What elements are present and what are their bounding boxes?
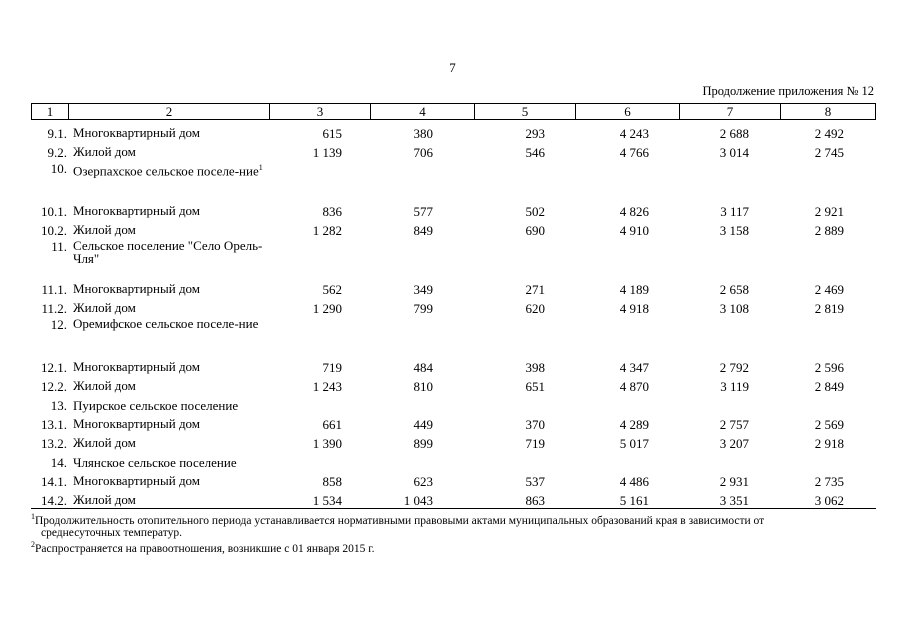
row-number: 9.2. [47, 145, 67, 160]
cell-col-5: 293 [525, 126, 545, 141]
cell-col-8: 2 921 [814, 204, 844, 219]
cell-col-8: 2 849 [814, 379, 844, 394]
table-row [31, 198, 876, 217]
cell-col-7: 3 117 [720, 204, 749, 219]
footnote-2-marker: 2 [31, 539, 35, 549]
cell-col-4: 484 [413, 360, 433, 375]
section-row [31, 314, 876, 354]
cell-col-6: 4 289 [619, 417, 649, 432]
row-name: Жилой дом [73, 435, 136, 450]
row-name: Жилой дом [73, 300, 136, 315]
row-name: Жилой дом [73, 144, 136, 159]
cell-col-5: 398 [525, 360, 545, 375]
cell-col-8: 2 569 [814, 417, 844, 432]
row-number: 11.1. [41, 282, 67, 297]
row-number: 13.1. [41, 417, 67, 432]
table-row [31, 354, 876, 373]
footnote-2 [31, 539, 876, 555]
cell-col-3: 1 390 [312, 436, 342, 451]
cell-col-7: 3 119 [720, 379, 749, 394]
cell-col-5: 863 [525, 493, 545, 508]
column-header-table [31, 103, 876, 120]
footnote-1-marker: 1 [31, 512, 35, 521]
cell-col-4: 706 [413, 145, 433, 160]
cell-col-3: 615 [322, 126, 342, 141]
footnote-1 [31, 511, 876, 539]
cell-col-4: 577 [413, 204, 433, 219]
cell-col-8: 2 596 [814, 360, 844, 375]
section-number: 11. [51, 239, 67, 254]
table-row [31, 411, 876, 430]
header-col-2: 2 [69, 104, 270, 120]
cell-col-8: 2 918 [814, 436, 844, 451]
footnotes [31, 508, 876, 555]
cell-col-6: 4 766 [619, 145, 649, 160]
cell-col-7: 2 792 [719, 360, 749, 375]
header-col-5: 5 [475, 104, 576, 120]
row-number: 14.2. [41, 493, 67, 508]
page-number: 7 [449, 60, 456, 75]
cell-col-5: 719 [525, 436, 545, 451]
cell-col-4: 623 [413, 474, 433, 489]
cell-col-5: 620 [525, 301, 545, 316]
row-number: 12.1. [41, 360, 67, 375]
cell-col-5: 502 [525, 204, 545, 219]
section-row [31, 158, 876, 198]
cell-col-7: 3 158 [719, 223, 749, 238]
section-number: 10. [50, 161, 67, 176]
table-row [31, 217, 876, 236]
row-name: Многоквартирный дом [73, 125, 201, 140]
cell-col-7: 2 688 [719, 126, 749, 141]
cell-col-6: 4 918 [619, 301, 649, 316]
cell-col-6: 5 017 [619, 436, 649, 451]
section-name: Члянское сельское поселение [73, 455, 237, 470]
row-number: 13.2. [41, 436, 67, 451]
footnote-2-text: Распространяется на правоотношения, возникшие с 01 января 2015 г. [35, 542, 375, 555]
section-name: Пуирское сельское поселение [73, 398, 239, 413]
row-name: Многоквартирный дом [73, 281, 201, 296]
cell-col-8: 2 889 [814, 223, 844, 238]
cell-col-6: 4 910 [619, 223, 649, 238]
cell-col-3: 661 [322, 417, 342, 432]
section-number: 12. [50, 317, 67, 332]
cell-col-3: 836 [322, 204, 342, 219]
cell-col-7: 3 108 [719, 301, 749, 316]
cell-col-3: 858 [322, 474, 342, 489]
table-row [31, 120, 876, 139]
row-number: 14.1. [41, 474, 67, 489]
cell-col-4: 349 [413, 282, 433, 297]
cell-col-6: 4 243 [619, 126, 649, 141]
cell-col-6: 4 870 [619, 379, 649, 394]
cell-col-8: 2 735 [814, 474, 844, 489]
cell-col-3: 1 243 [312, 379, 342, 394]
cell-col-4: 449 [413, 417, 433, 432]
table-row [31, 487, 876, 506]
header-col-6: 6 [576, 104, 680, 120]
table-row [31, 430, 876, 449]
row-number: 9.1. [47, 126, 67, 141]
header-col-4: 4 [371, 104, 475, 120]
row-number: 10.1. [41, 204, 67, 219]
cell-col-8: 3 062 [814, 493, 844, 508]
cell-col-6: 5 161 [619, 493, 649, 508]
cell-col-7: 2 658 [719, 282, 749, 297]
cell-col-5: 690 [525, 223, 545, 238]
row-name: Многоквартирный дом [73, 203, 201, 218]
section-name: Оремифское сельское поселе-ние [73, 316, 259, 331]
header-col-3: 3 [270, 104, 371, 120]
cell-col-4: 380 [413, 126, 433, 141]
section-number: 13. [50, 398, 67, 413]
footnote-1-line-2: среднесуточных температур. [41, 526, 182, 539]
table-row [31, 139, 876, 158]
row-name: Жилой дом [73, 378, 136, 393]
footnote-1-line-1: Продолжительность отопительного периода устанавливается нормативными правовыми актами муниципальных образований края в зависимости от [35, 514, 765, 527]
row-number: 11.2. [41, 301, 67, 316]
cell-col-7: 3 014 [719, 145, 749, 160]
cell-col-6: 4 189 [619, 282, 649, 297]
cell-col-3: 1 139 [312, 145, 342, 160]
cell-col-6: 4 347 [619, 360, 649, 375]
cell-col-3: 719 [322, 360, 342, 375]
row-number: 12.2. [41, 379, 67, 394]
row-name: Жилой дом [73, 222, 136, 237]
cell-col-5: 537 [525, 474, 545, 489]
footnote-marker: 1 [258, 163, 263, 172]
section-name-text: Озерпахское сельское поселе-ние [73, 163, 259, 179]
section-row [31, 449, 876, 468]
cell-col-8: 2 469 [814, 282, 844, 297]
header-col-8: 8 [781, 104, 876, 120]
section-row [31, 236, 876, 276]
cell-col-7: 2 931 [719, 474, 749, 489]
row-name: Многоквартирный дом [73, 359, 201, 374]
cell-col-3: 562 [322, 282, 342, 297]
section-name: Сельское поселение "Село Орель-Чля" [73, 238, 263, 266]
row-name: Жилой дом [73, 492, 136, 507]
header-row [32, 104, 876, 120]
section-number: 14. [50, 455, 67, 470]
row-name: Многоквартирный дом [73, 473, 201, 488]
cell-col-4: 810 [413, 379, 433, 394]
cell-col-4: 899 [413, 436, 433, 451]
table-row [31, 468, 876, 487]
cell-col-5: 651 [525, 379, 545, 394]
table-row [31, 295, 876, 314]
cell-col-3: 1 282 [312, 223, 342, 238]
cell-col-7: 3 207 [719, 436, 749, 451]
cell-col-7: 3 351 [719, 493, 749, 508]
cell-col-6: 4 826 [619, 204, 649, 219]
cell-col-7: 2 757 [719, 417, 749, 432]
cell-col-4: 799 [413, 301, 433, 316]
section-name [73, 161, 278, 177]
table-row [31, 276, 876, 295]
cell-col-5: 370 [525, 417, 545, 432]
cell-col-4: 849 [413, 223, 433, 238]
cell-col-3: 1 534 [312, 493, 342, 508]
cell-col-5: 271 [525, 282, 545, 297]
cell-col-5: 546 [525, 145, 545, 160]
row-name: Многоквартирный дом [73, 416, 201, 431]
cell-col-8: 2 492 [814, 126, 844, 141]
cell-col-3: 1 290 [312, 301, 342, 316]
cell-col-8: 2 819 [814, 301, 844, 316]
table-row [31, 373, 876, 392]
continuation-label: Продолжение приложения № 12 [702, 84, 874, 98]
header-col-7: 7 [680, 104, 781, 120]
header-col-1: 1 [32, 104, 69, 120]
section-row [31, 392, 876, 411]
cell-col-8: 2 745 [814, 145, 844, 160]
cell-col-6: 4 486 [619, 474, 649, 489]
cell-col-4: 1 043 [403, 493, 433, 508]
table-body [31, 120, 876, 506]
row-number: 10.2. [41, 223, 67, 238]
